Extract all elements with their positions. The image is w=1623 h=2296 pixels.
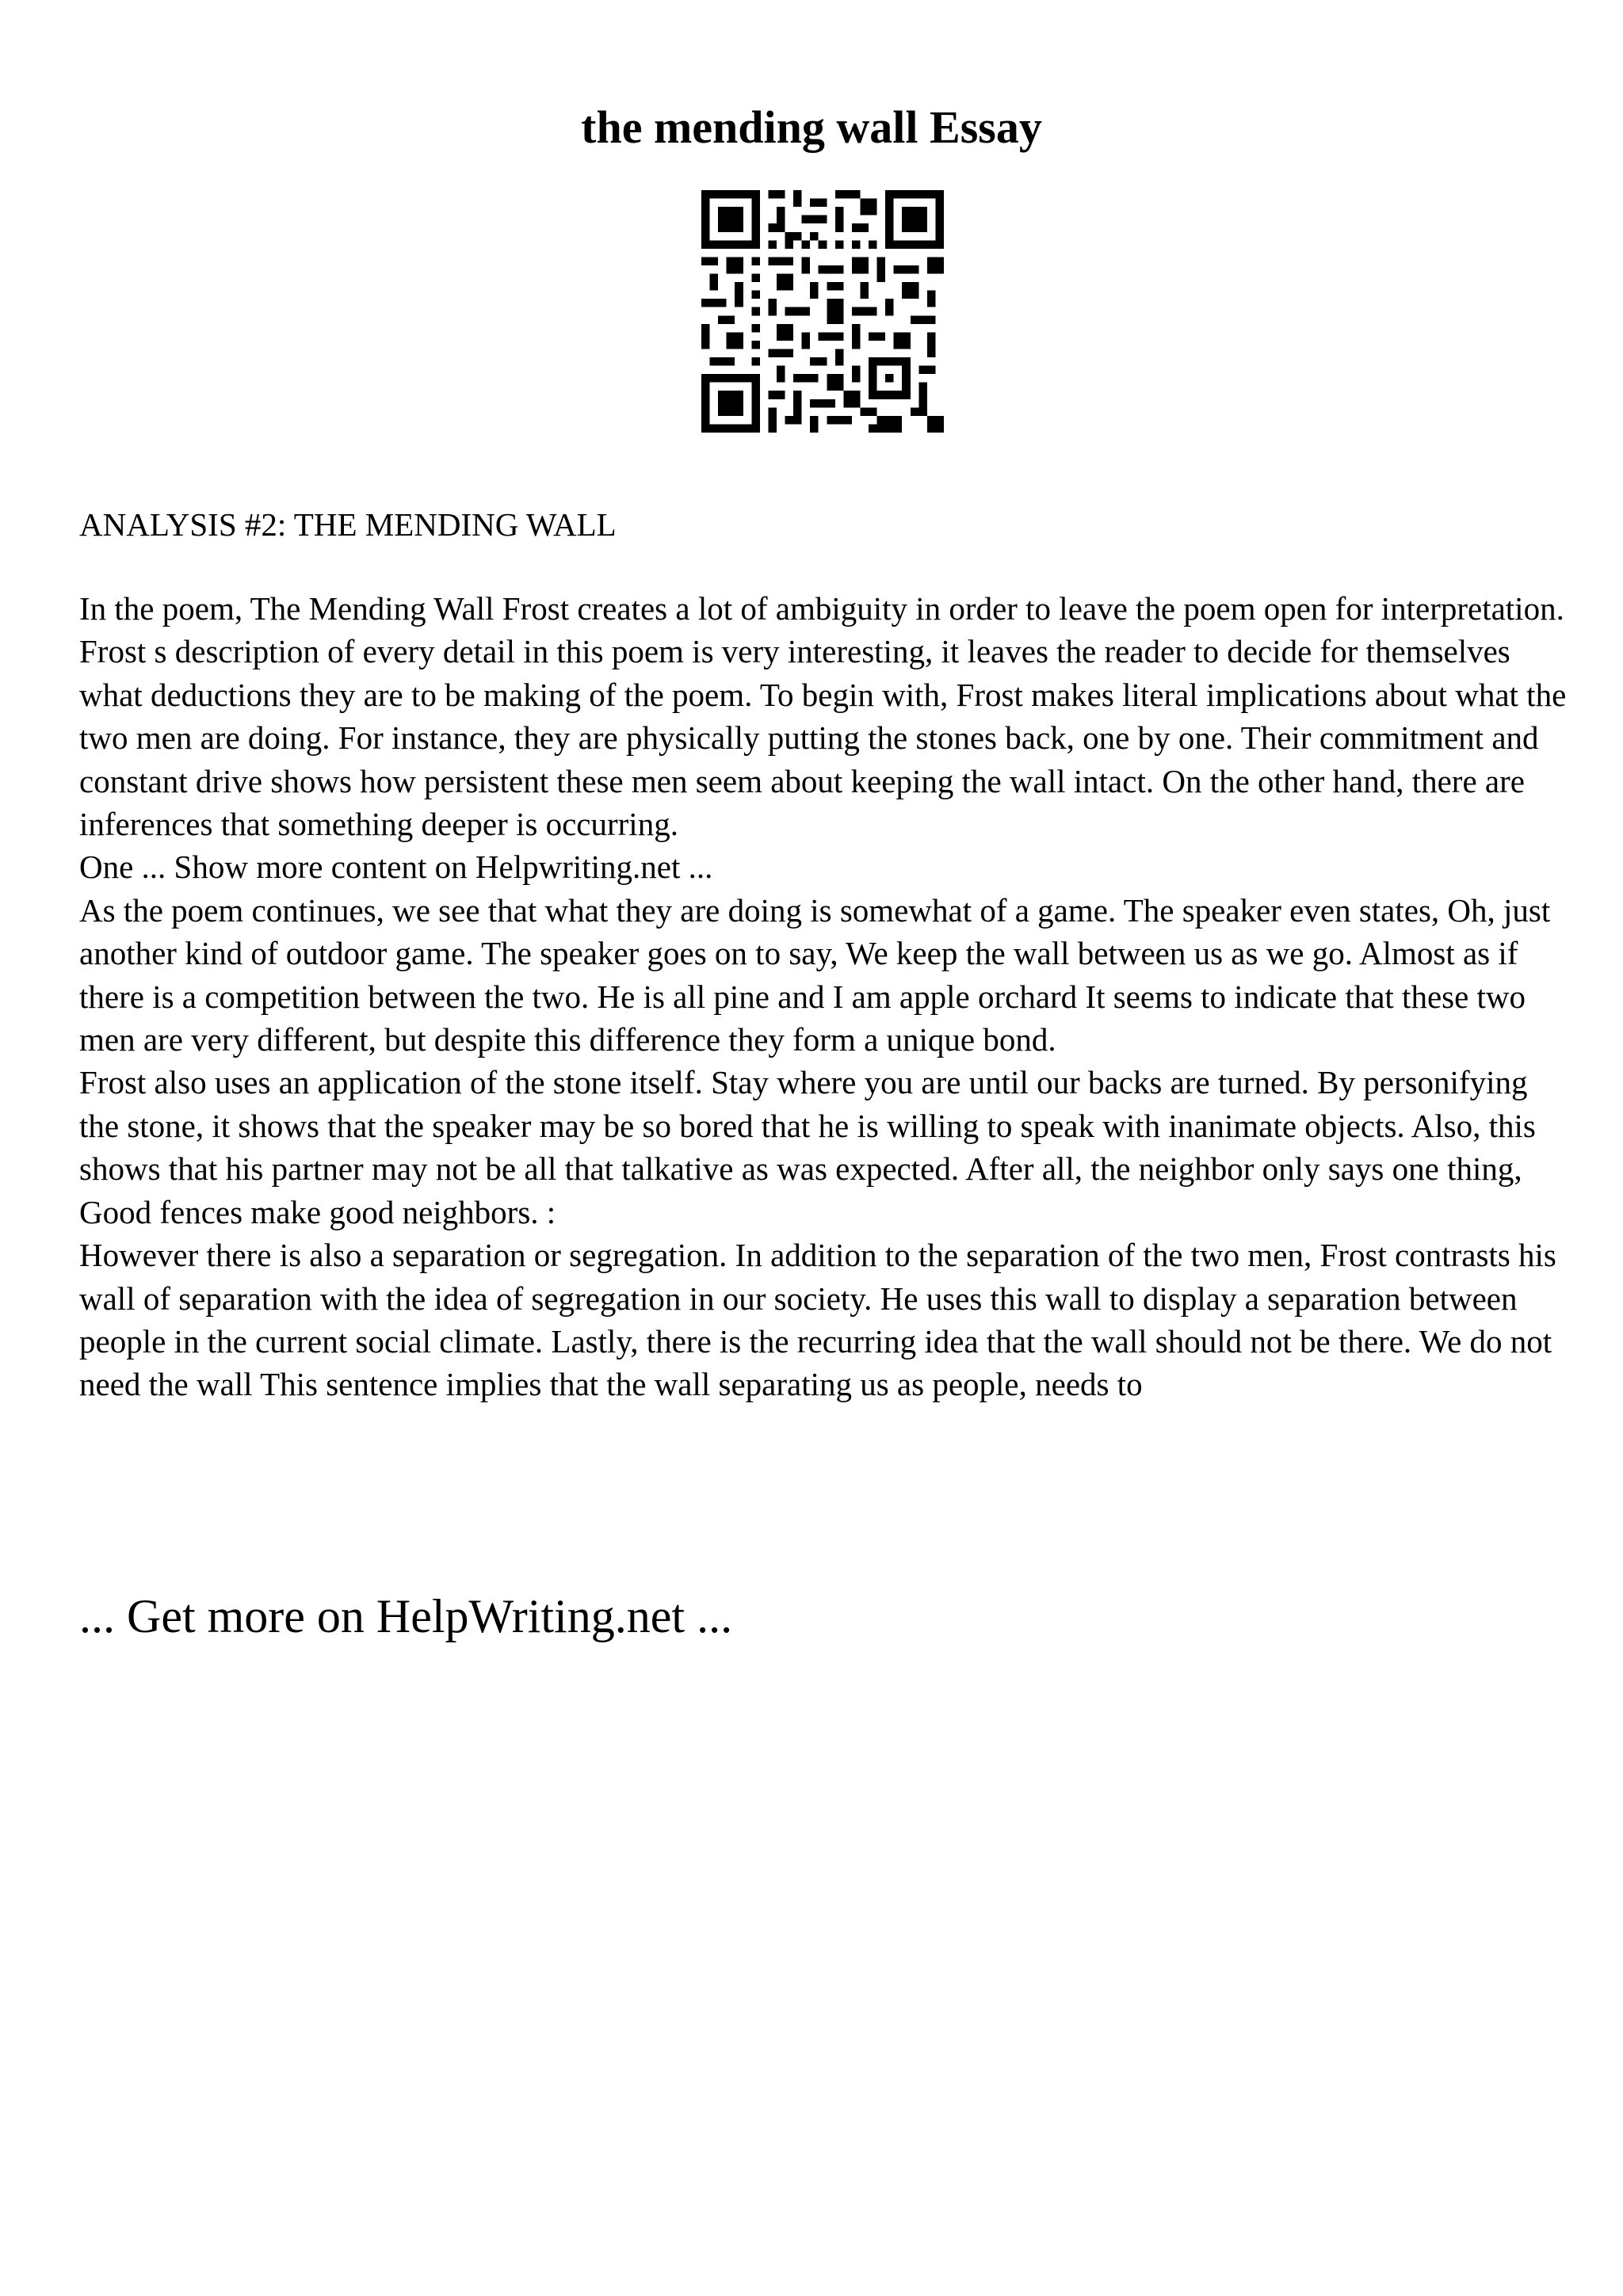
essay-paragraph: However there is also a separation or segregation. In addition to the separation of the two men, Frost contrasts his wall of separation with the idea of segregation in our society. He uses this wall to display a separation between people in the current social climate. Lastly, there is the recurring idea that the wall should not be there. We do not need the wall This sentence implies that the wall separating us as people, needs to <box>79 1237 1556 1403</box>
essay-paragraph: Frost also uses an application of the stone itself. Stay where you are until our backs are turned. By personifying the stone, it shows that the speaker may be so bored that he is willing to speak with inanimate objects. Also, this shows that his partner may not be all that talkative as was expected. After all, the neighbor only says one thing, Good fences make good neighbors. : <box>79 1064 1536 1230</box>
page-title: the mending wall Essay <box>581 101 1042 153</box>
essay-paragraph: In the poem, The Mending Wall Frost creates a lot of ambiguity in order to leave the poem open for interpretation. Frost s description of every detail in this poem is very interesting, it leaves the reader to decide for themselves what deductions they are to be making of the poem. To begin with, Frost makes literal implications about what the two men are doing. For instance, they are physically putting the stones back, one by one. Their commitment and constant drive shows how persistent these men seem about keeping the wall intact. On the other hand, there are inferences that something deeper is occurring. <box>79 590 1567 843</box>
qr-code-icon <box>701 190 944 433</box>
get-more-link[interactable]: ... Get more on HelpWriting.net ... <box>79 1590 733 1642</box>
section-heading: ANALYSIS #2: THE MENDING WALL <box>79 506 617 543</box>
essay-body <box>79 587 1569 1406</box>
essay-paragraph: As the poem continues, we see that what they are doing is somewhat of a game. The speaker even states, Oh, just another kind of outdoor game. The speaker goes on to say, We keep the wall between us as we go. Almost as if there is a competition between the two. He is all pine and I am apple orchard It seems to indicate that these two men are very different, but despite this difference they form a unique bond. <box>79 891 1551 1058</box>
show-more-link[interactable]: One ... Show more content on Helpwriting.net ... <box>79 849 713 886</box>
